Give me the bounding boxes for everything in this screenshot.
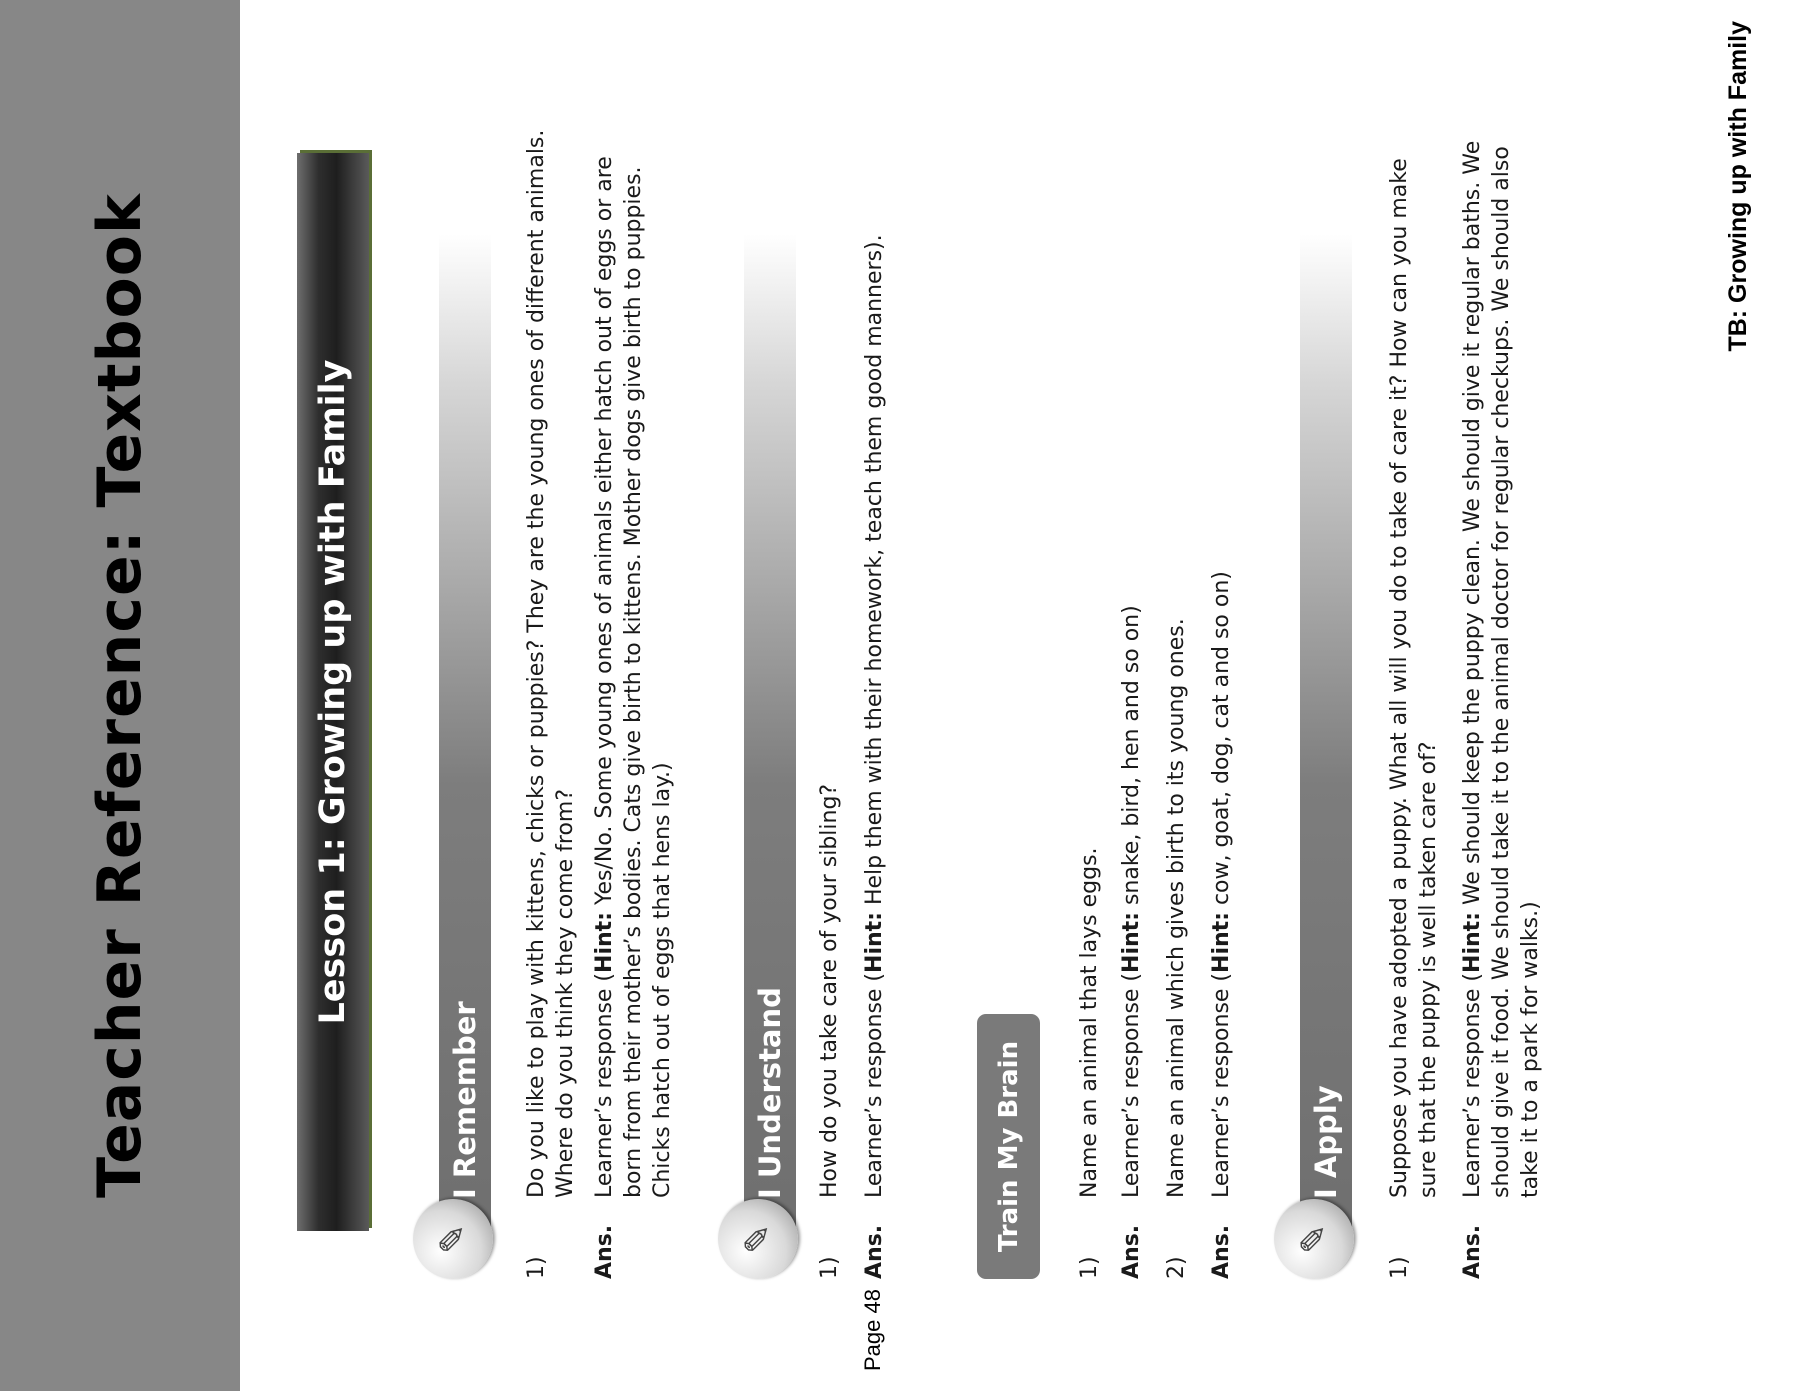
hint-label: Hint: bbox=[1209, 912, 1234, 973]
question-text: Do you like to play with kittens, chicks or puppies? They are the young ones of different animals. Where do you think they come from? bbox=[524, 129, 578, 1198]
answer-item bbox=[590, 109, 677, 1279]
question-text: Name an animal which gives birth to its young ones. bbox=[1164, 618, 1189, 1198]
answer-marker: Ans. bbox=[862, 1224, 887, 1279]
answer-text: Learner’s response (Hint: snake, bird, hen and so on) bbox=[1119, 605, 1144, 1198]
hint-label: Hint: bbox=[592, 912, 617, 973]
question-item bbox=[1385, 109, 1443, 1279]
question-item bbox=[1075, 109, 1104, 1279]
section-header-understand bbox=[737, 196, 800, 1279]
question-text: How do you take care of your sibling? bbox=[817, 783, 842, 1198]
answer-text: Learner’s response (Hint: cow, goat, dog, cat and so on) bbox=[1209, 571, 1234, 1198]
section-title-remember: I Remember bbox=[439, 234, 491, 1234]
question-text: Name an animal that lays eggs. bbox=[1077, 847, 1102, 1198]
answer-item bbox=[860, 109, 889, 1279]
hint-label: Hint: bbox=[1460, 912, 1485, 973]
page-title: Teacher Reference: Textbook bbox=[85, 193, 155, 1198]
pencil-mascot-icon: ✎ bbox=[1274, 1199, 1354, 1279]
question-marker: 1) bbox=[817, 1256, 842, 1279]
answer-item bbox=[1458, 109, 1545, 1279]
question-marker: 2) bbox=[1164, 1256, 1189, 1279]
answer-text: Learner’s response (Hint: We should keep the puppy clean. We should give it regular baths. We should give it food. We should take it to the animal doctor for regular checkups. We should also take it to a park for walks.) bbox=[1460, 140, 1543, 1198]
section-header-remember bbox=[432, 196, 495, 1279]
answer-text: Learner’s response (Hint: Help them with their homework, teach them good manners). bbox=[862, 234, 887, 1198]
question-marker: 1) bbox=[524, 1256, 549, 1279]
page-number: Page 48 bbox=[860, 1289, 885, 1371]
train-my-brain-badge: Train My Brain bbox=[977, 1014, 1040, 1279]
question-text: Suppose you have adopted a puppy. What all will you do to take of care it? How can you make sure that the puppy is well taken care of? bbox=[1387, 158, 1441, 1198]
pencil-mascot-icon: ✎ bbox=[413, 1199, 493, 1279]
hint-label: Hint: bbox=[862, 912, 887, 973]
section-header-apply bbox=[1293, 196, 1356, 1279]
question-marker: 1) bbox=[1387, 1256, 1412, 1279]
answer-marker: Ans. bbox=[592, 1224, 617, 1279]
answer-text: Learner’s response (Hint: Yes/No. Some young ones of animals either hatch out of eggs or are born from their mother’s bodies. Cats give birth to kittens. Mother dogs give birth to puppies. Chicks hatch out of eggs that hens lay.) bbox=[592, 156, 675, 1198]
question-marker: 1) bbox=[1077, 1256, 1102, 1279]
question-item bbox=[522, 109, 580, 1279]
section-title-understand: I Understand bbox=[744, 234, 796, 1234]
answer-item bbox=[1207, 109, 1236, 1279]
lesson-banner: Lesson 1: Growing up with Family bbox=[297, 153, 369, 1231]
answer-marker: Ans. bbox=[1460, 1224, 1485, 1279]
section-title-apply: I Apply bbox=[1300, 234, 1352, 1234]
answer-marker: Ans. bbox=[1119, 1224, 1144, 1279]
pencil-mascot-icon: ✎ bbox=[718, 1199, 798, 1279]
question-item bbox=[815, 109, 844, 1279]
hint-label: Hint: bbox=[1119, 912, 1144, 973]
footer-label: TB: Growing up with Family bbox=[1723, 21, 1752, 352]
question-item bbox=[1162, 109, 1191, 1279]
answer-item bbox=[1117, 109, 1146, 1279]
answer-marker: Ans. bbox=[1209, 1224, 1234, 1279]
